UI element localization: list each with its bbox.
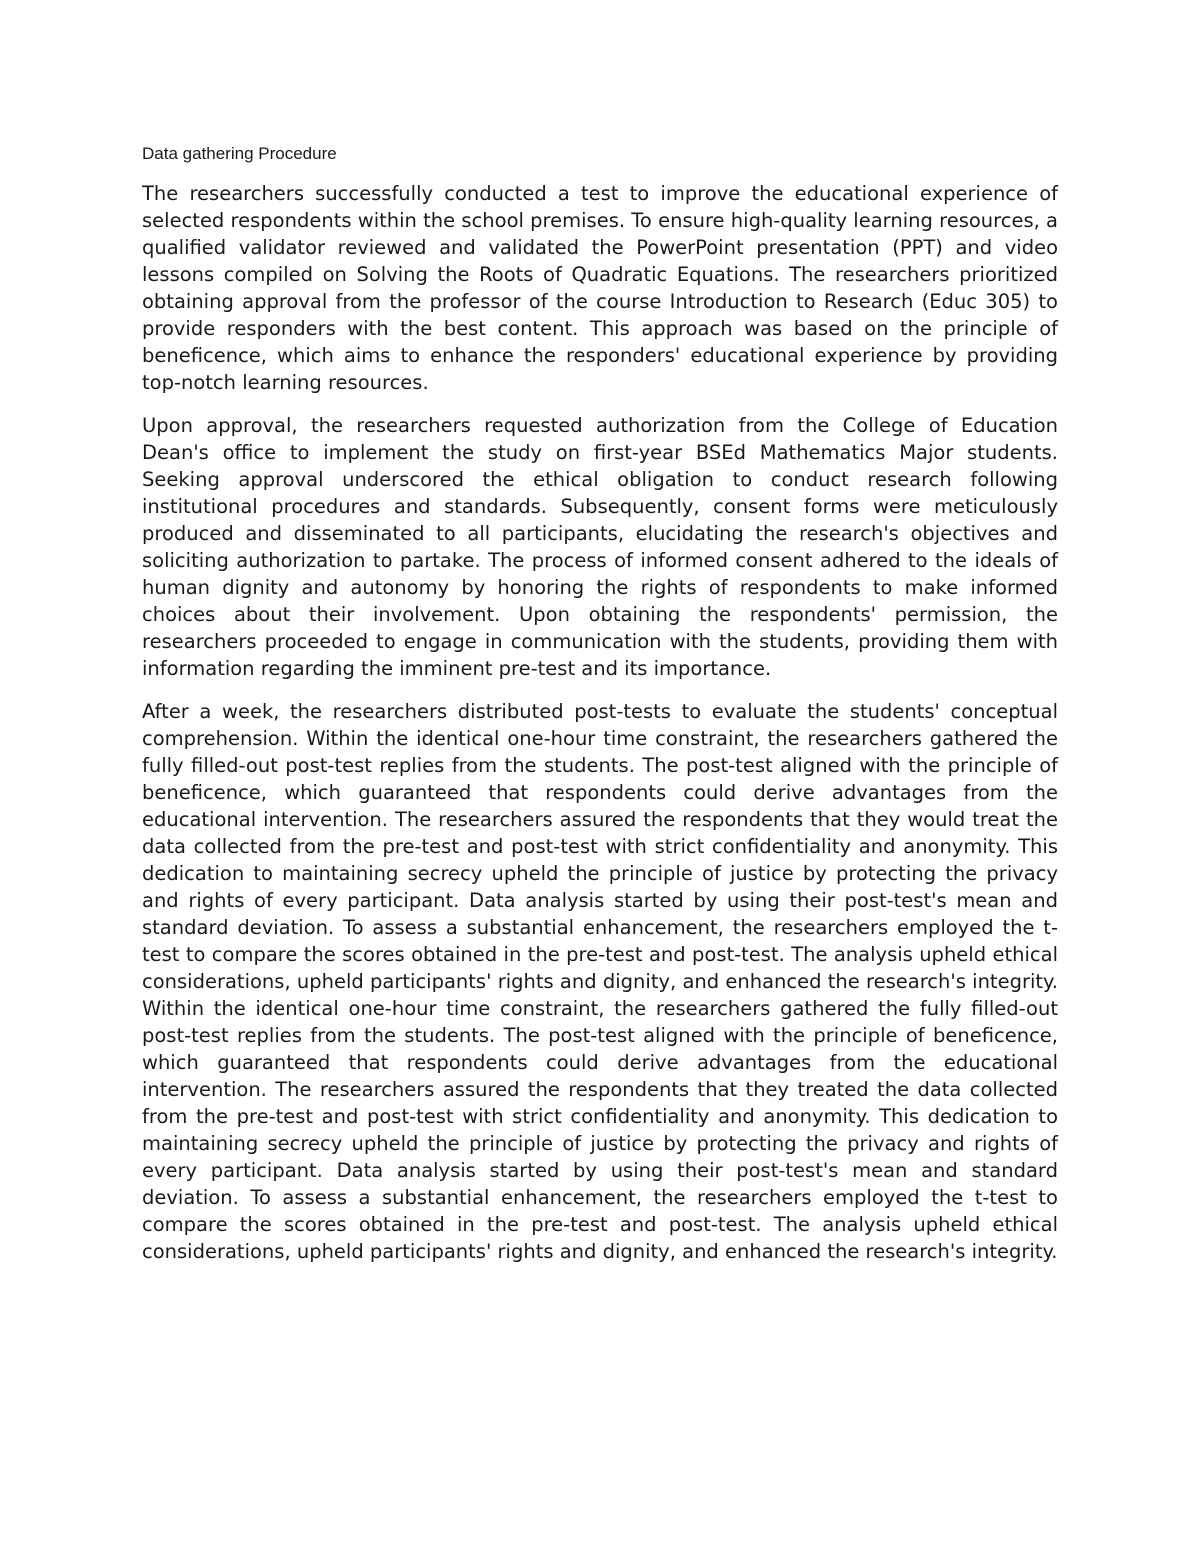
- paragraph-2: Upon approval, the researchers requested authorization from the College of Education Dean's office to implement the study on first-year BSEd Mathematics Major students. Seeking approval underscored the ethical obligation to conduct research following institutional procedures and standards. Subsequently, consent forms were meticulously produced and disseminated to all participants, elucidating the research's objectives and soliciting authorization to partake. The process of informed consent adhered to the ideals of human dignity and autonomy by honoring the rights of respondents to make informed choices about their involvement. Upon obtaining the respondents' permission, the researchers proceeded to engage in communication with the students, providing them with information regarding the imminent pre-test and its importance.: [142, 414, 1058, 680]
- paragraph-3: After a week, the researchers distributed post-tests to evaluate the students' conceptual comprehension. Within the identical one-hour time constraint, the researchers gathered the fully filled-out post-test replies from the students. The post-test aligned with the principle of beneficence, which guaranteed that respondents could derive advantages from the educational intervention. The researchers assured the respondents that they would treat the data collected from the pre-test and post-test with strict confidentiality and anonymity. This dedication to maintaining secrecy upheld the principle of justice by protecting the privacy and rights of every participant. Data analysis started by using their post-test's mean and standard deviation. To assess a substantial enhancement, the researchers employed the t-test to compare the scores obtained in the pre-test and post-test. The analysis upheld ethical considerations, upheld participants' rights and dignity, and enhanced the research's integrity. Within the identical one-hour time constraint, the researchers gathered the fully filled-out post-test replies from the students. The post-test aligned with the principle of beneficence, which guaranteed that respondents could derive advantages from the educational intervention. The researchers assured the respondents that they treated the data collected from the pre-test and post-test with strict confidentiality and anonymity. This dedication to maintaining secrecy upheld the principle of justice by protecting the privacy and rights of every participant. Data analysis started by using their post-test's mean and standard deviation. To assess a substantial enhancement, the researchers employed the t-test to compare the scores obtained in the pre-test and post-test. The analysis upheld ethical considerations, upheld participants' rights and dignity, and enhanced the research's integrity.: [142, 700, 1058, 1263]
- section-heading: Data gathering Procedure: [142, 144, 337, 163]
- document-body: [142, 142, 1058, 1281]
- paragraph-1: The researchers successfully conducted a test to improve the educational experience of selected respondents within the school premises. To ensure high-quality learning resources, a qualified validator reviewed and validated the PowerPoint presentation (PPT) and video lessons compiled on Solving the Roots of Quadratic Equations. The researchers prioritized obtaining approval from the professor of the course Introduction to Research (Educ 305) to provide responders with the best content. This approach was based on the principle of beneficence, which aims to enhance the responders' educational experience by providing top-notch learning resources.: [142, 182, 1058, 394]
